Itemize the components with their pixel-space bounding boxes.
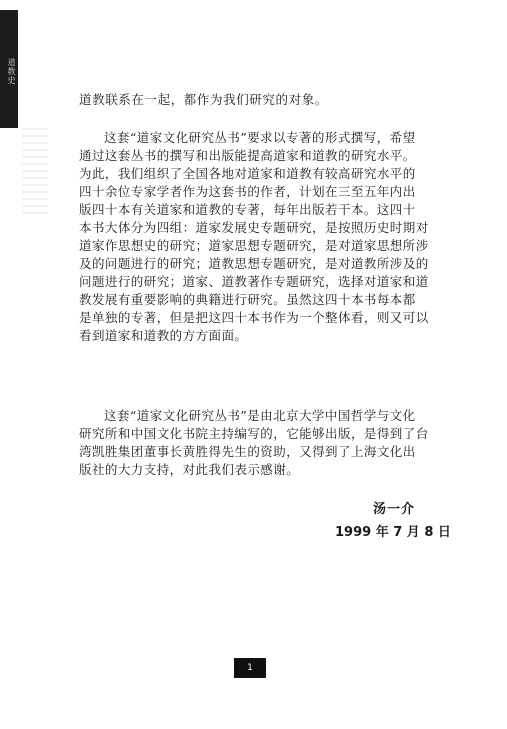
author-signature: 汤一介 <box>373 502 416 517</box>
paragraph-line: 问题进行的研究；道家、道教著作专题研究，选择对道家和道 <box>79 274 429 289</box>
paragraph-line: 通过这套丛书的撰写和出版能提高道家和道教的研究水平。 <box>79 148 416 163</box>
side-tab <box>0 10 18 128</box>
signature-date: 1999 年 7 月 8 日 <box>335 525 451 540</box>
paragraph-line: 这套“道家文化研究丛书”要求以专著的形式撰写，希望 <box>104 130 416 145</box>
scan-smudge <box>22 128 48 218</box>
paragraph-line: 是单独的专著，但是把这四十本书作为一个整体看，则又可以 <box>79 310 429 325</box>
paragraph-line: 看到道家和道教的方方面面。 <box>79 328 248 343</box>
paragraph-line: 湾凯胜集团董事长黄胜得先生的资助，又得到了上海文化出 <box>79 444 416 459</box>
paragraph-1 <box>79 129 439 345</box>
page-number: 1 <box>234 658 266 678</box>
side-tab-label: 道教史 <box>7 58 16 85</box>
paragraph-line: 道家作思想史的研究；道家思想专题研究，是对道家思想所涉 <box>79 238 429 253</box>
first-line: 道教联系在一起，都作为我们研究的对象。 <box>79 92 328 107</box>
paragraph-line: 研究所和中国文化书院主持编写的，它能够出版，是得到了台 <box>79 426 429 441</box>
paragraph-line: 版社的大力支持，对此我们表示感谢。 <box>79 462 300 477</box>
paragraph-line: 版四十本有关道家和道教的专著，每年出版若干本。这四十 <box>79 202 416 217</box>
paragraph-line: 教发展有重要影响的典籍进行研究。虽然这四十本书每本都 <box>79 292 416 307</box>
paragraph-2 <box>79 407 439 479</box>
paragraph-line: 及的问题进行的研究；道教思想专题研究，是对道教所涉及的 <box>79 256 429 271</box>
paragraph-line: 本书大体分为四组：道家发展史专题研究，是按照历史时期对 <box>79 220 429 235</box>
paragraph-line: 为此，我们组织了全国各地对道家和道教有较高研究水平的 <box>79 166 416 181</box>
paragraph-line: 这套“道家文化研究丛书”是由北京大学中国哲学与文化 <box>104 408 416 423</box>
paragraph-line: 四十余位专家学者作为这套书的作者，计划在三至五年内出 <box>79 184 416 199</box>
